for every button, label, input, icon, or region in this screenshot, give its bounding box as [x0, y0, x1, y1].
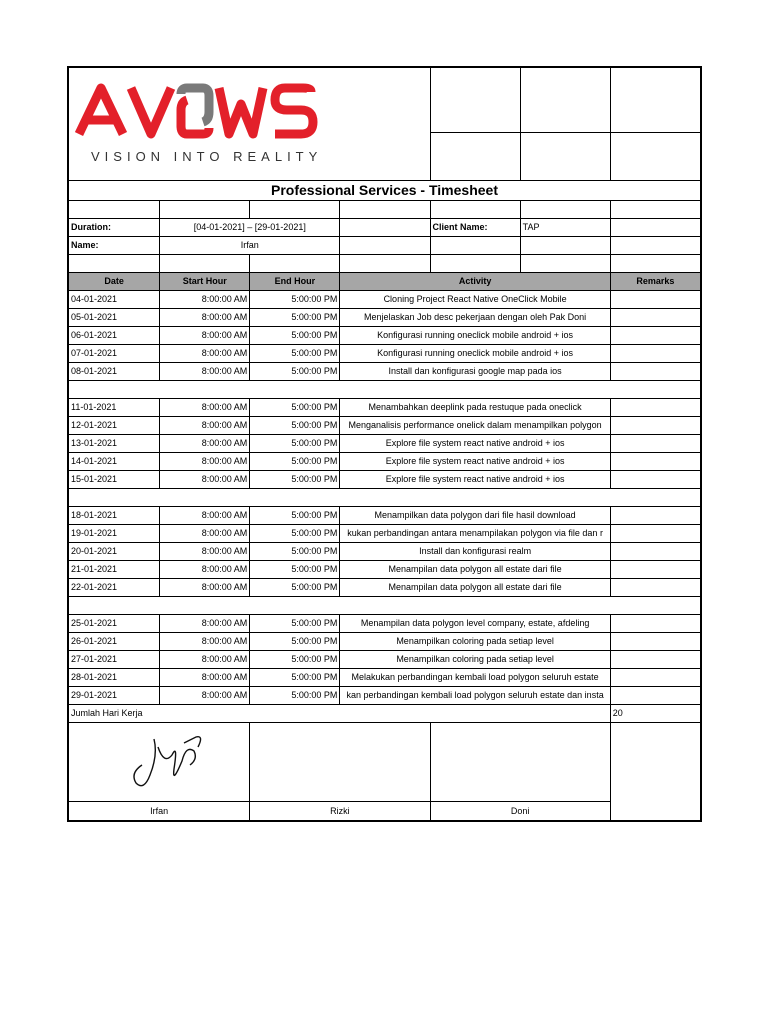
logo-row-cell	[610, 68, 700, 181]
activity-cell: Explore file system react native android + ios	[340, 471, 610, 489]
table-row	[69, 453, 701, 471]
activity-cell: Konfigurasi running oneclick mobile android + ios	[340, 327, 610, 345]
blank-row	[69, 201, 701, 219]
logo-row-cell	[430, 68, 520, 181]
start-cell: 8:00:00 AM	[160, 309, 250, 327]
blank-row	[69, 255, 701, 273]
signature-image	[124, 725, 244, 801]
table-row	[69, 651, 701, 669]
header-remarks: Remarks	[610, 273, 700, 291]
activity-cell: kan perbandingan kembali load polygon seluruh estate dan insta	[340, 687, 610, 705]
end-cell: 5:00:00 PM	[250, 309, 340, 327]
activity-cell: Menjelaskan Job desc pekerjaan dengan oleh Pak Doni	[340, 309, 610, 327]
date-cell: 15-01-2021	[69, 471, 160, 489]
start-cell: 8:00:00 AM	[160, 471, 250, 489]
signature-box	[610, 723, 700, 821]
table-row	[69, 471, 701, 489]
table-row	[69, 561, 701, 579]
signer-name: Rizki	[250, 802, 430, 821]
activity-cell: kukan perbandingan antara menampilakan polygon via file dan r	[340, 525, 610, 543]
remarks-cell	[610, 417, 700, 435]
table-row	[69, 399, 701, 417]
date-cell: 21-01-2021	[69, 561, 160, 579]
date-cell: 06-01-2021	[69, 327, 160, 345]
date-cell: 11-01-2021	[69, 399, 160, 417]
remarks-cell	[610, 687, 700, 705]
end-cell: 5:00:00 PM	[250, 291, 340, 309]
start-cell: 8:00:00 AM	[160, 345, 250, 363]
start-cell: 8:00:00 AM	[160, 561, 250, 579]
activity-cell: Menampilan data polygon level company, estate, afdeling	[340, 615, 610, 633]
date-cell: 18-01-2021	[69, 507, 160, 525]
timesheet	[67, 66, 702, 822]
activity-cell: Menampilan data polygon all estate dari file	[340, 579, 610, 597]
signature-row	[69, 723, 701, 802]
start-cell: 8:00:00 AM	[160, 363, 250, 381]
start-cell: 8:00:00 AM	[160, 507, 250, 525]
week-separator-row	[69, 381, 701, 399]
remarks-cell	[610, 399, 700, 417]
signature-names-row	[69, 802, 701, 821]
header-end: End Hour	[250, 273, 340, 291]
start-cell: 8:00:00 AM	[160, 399, 250, 417]
end-cell: 5:00:00 PM	[250, 471, 340, 489]
table-row	[69, 687, 701, 705]
remarks-cell	[610, 345, 700, 363]
date-cell: 12-01-2021	[69, 417, 160, 435]
activity-cell: Install dan konfigurasi google map pada ios	[340, 363, 610, 381]
end-cell: 5:00:00 PM	[250, 507, 340, 525]
name-label: Name:	[69, 237, 160, 255]
start-cell: 8:00:00 AM	[160, 633, 250, 651]
start-cell: 8:00:00 AM	[160, 291, 250, 309]
total-label: Jumlah Hari Kerja	[69, 705, 611, 723]
remarks-cell	[610, 633, 700, 651]
signature-box	[250, 723, 430, 802]
logo-tagline: VISION INTO REALITY	[91, 149, 323, 164]
start-cell: 8:00:00 AM	[160, 417, 250, 435]
name-value: Irfan	[160, 237, 340, 255]
remarks-cell	[610, 327, 700, 345]
activity-cell: Explore file system react native android + ios	[340, 453, 610, 471]
date-cell: 26-01-2021	[69, 633, 160, 651]
table-row	[69, 417, 701, 435]
logo-row-cell	[520, 68, 610, 181]
start-cell: 8:00:00 AM	[160, 525, 250, 543]
date-cell: 05-01-2021	[69, 309, 160, 327]
activity-cell: Konfigurasi running oneclick mobile android + ios	[340, 345, 610, 363]
remarks-cell	[610, 651, 700, 669]
date-cell: 27-01-2021	[69, 651, 160, 669]
date-cell: 28-01-2021	[69, 669, 160, 687]
remarks-cell	[610, 669, 700, 687]
date-cell: 14-01-2021	[69, 453, 160, 471]
table-row	[69, 615, 701, 633]
remarks-cell	[610, 615, 700, 633]
date-cell: 04-01-2021	[69, 291, 160, 309]
date-cell: 22-01-2021	[69, 579, 160, 597]
table-row	[69, 435, 701, 453]
table-row	[69, 633, 701, 651]
date-cell: 25-01-2021	[69, 615, 160, 633]
client-label: Client Name:	[430, 219, 520, 237]
end-cell: 5:00:00 PM	[250, 561, 340, 579]
table-row	[69, 291, 701, 309]
remarks-cell	[610, 525, 700, 543]
total-row	[69, 705, 701, 723]
start-cell: 8:00:00 AM	[160, 453, 250, 471]
end-cell: 5:00:00 PM	[250, 651, 340, 669]
header-date: Date	[69, 273, 160, 291]
activity-cell: Install dan konfigurasi realm	[340, 543, 610, 561]
remarks-cell	[610, 291, 700, 309]
logo-row	[69, 68, 701, 181]
activity-cell: Cloning Project React Native OneClick Mobile	[340, 291, 610, 309]
table-row	[69, 579, 701, 597]
date-cell: 29-01-2021	[69, 687, 160, 705]
table-row	[69, 363, 701, 381]
title-row	[69, 181, 701, 201]
end-cell: 5:00:00 PM	[250, 453, 340, 471]
end-cell: 5:00:00 PM	[250, 579, 340, 597]
signature-box	[430, 723, 610, 802]
week-separator-row	[69, 489, 701, 507]
start-cell: 8:00:00 AM	[160, 435, 250, 453]
total-value: 20	[610, 705, 700, 723]
header-activity: Activity	[340, 273, 610, 291]
end-cell: 5:00:00 PM	[250, 633, 340, 651]
table-row	[69, 309, 701, 327]
header-row	[69, 273, 701, 291]
end-cell: 5:00:00 PM	[250, 417, 340, 435]
activity-cell: Menampilkan data polygon dari file hasil download	[340, 507, 610, 525]
remarks-cell	[610, 309, 700, 327]
remarks-cell	[610, 363, 700, 381]
date-cell: 19-01-2021	[69, 525, 160, 543]
activity-cell: Menganalisis performance onelick dalam menampilkan polygon	[340, 417, 610, 435]
end-cell: 5:00:00 PM	[250, 615, 340, 633]
remarks-cell	[610, 471, 700, 489]
activity-cell: Melakukan perbandingan kembali load polygon seluruh estate	[340, 669, 610, 687]
start-cell: 8:00:00 AM	[160, 543, 250, 561]
end-cell: 5:00:00 PM	[250, 327, 340, 345]
table-row	[69, 345, 701, 363]
header-start: Start Hour	[160, 273, 250, 291]
activity-cell: Menampilkan coloring pada setiap level	[340, 633, 610, 651]
date-cell: 07-01-2021	[69, 345, 160, 363]
table-row	[69, 525, 701, 543]
end-cell: 5:00:00 PM	[250, 687, 340, 705]
remarks-cell	[610, 453, 700, 471]
activity-cell: Menampilkan coloring pada setiap level	[340, 651, 610, 669]
table-row	[69, 543, 701, 561]
duration-label: Duration:	[69, 219, 160, 237]
table-row	[69, 669, 701, 687]
end-cell: 5:00:00 PM	[250, 669, 340, 687]
start-cell: 8:00:00 AM	[160, 651, 250, 669]
remarks-cell	[610, 543, 700, 561]
start-cell: 8:00:00 AM	[160, 327, 250, 345]
name-row	[69, 237, 701, 255]
table-row	[69, 327, 701, 345]
date-cell: 20-01-2021	[69, 543, 160, 561]
duration-value: [04-01-2021] – [29-01-2021]	[160, 219, 340, 237]
signer-name: Doni	[430, 802, 610, 821]
end-cell: 5:00:00 PM	[250, 363, 340, 381]
activity-cell: Menambahkan deeplink pada restuque pada oneclick	[340, 399, 610, 417]
remarks-cell	[610, 579, 700, 597]
signer-name: Irfan	[69, 802, 250, 821]
date-cell: 13-01-2021	[69, 435, 160, 453]
end-cell: 5:00:00 PM	[250, 399, 340, 417]
signature-box	[69, 723, 250, 802]
end-cell: 5:00:00 PM	[250, 543, 340, 561]
logo-cell	[69, 68, 431, 181]
remarks-cell	[610, 435, 700, 453]
remarks-cell	[610, 507, 700, 525]
remarks-cell	[610, 561, 700, 579]
timesheet-table	[68, 67, 701, 821]
page-title: Professional Services - Timesheet	[69, 181, 701, 201]
end-cell: 5:00:00 PM	[250, 435, 340, 453]
company-logo	[75, 82, 365, 178]
start-cell: 8:00:00 AM	[160, 615, 250, 633]
end-cell: 5:00:00 PM	[250, 525, 340, 543]
duration-row	[69, 219, 701, 237]
end-cell: 5:00:00 PM	[250, 345, 340, 363]
activity-cell: Menampilan data polygon all estate dari file	[340, 561, 610, 579]
start-cell: 8:00:00 AM	[160, 687, 250, 705]
start-cell: 8:00:00 AM	[160, 579, 250, 597]
start-cell: 8:00:00 AM	[160, 669, 250, 687]
date-cell: 08-01-2021	[69, 363, 160, 381]
activity-cell: Explore file system react native android + ios	[340, 435, 610, 453]
table-row	[69, 507, 701, 525]
client-value: TAP	[520, 219, 610, 237]
week-separator-row	[69, 597, 701, 615]
